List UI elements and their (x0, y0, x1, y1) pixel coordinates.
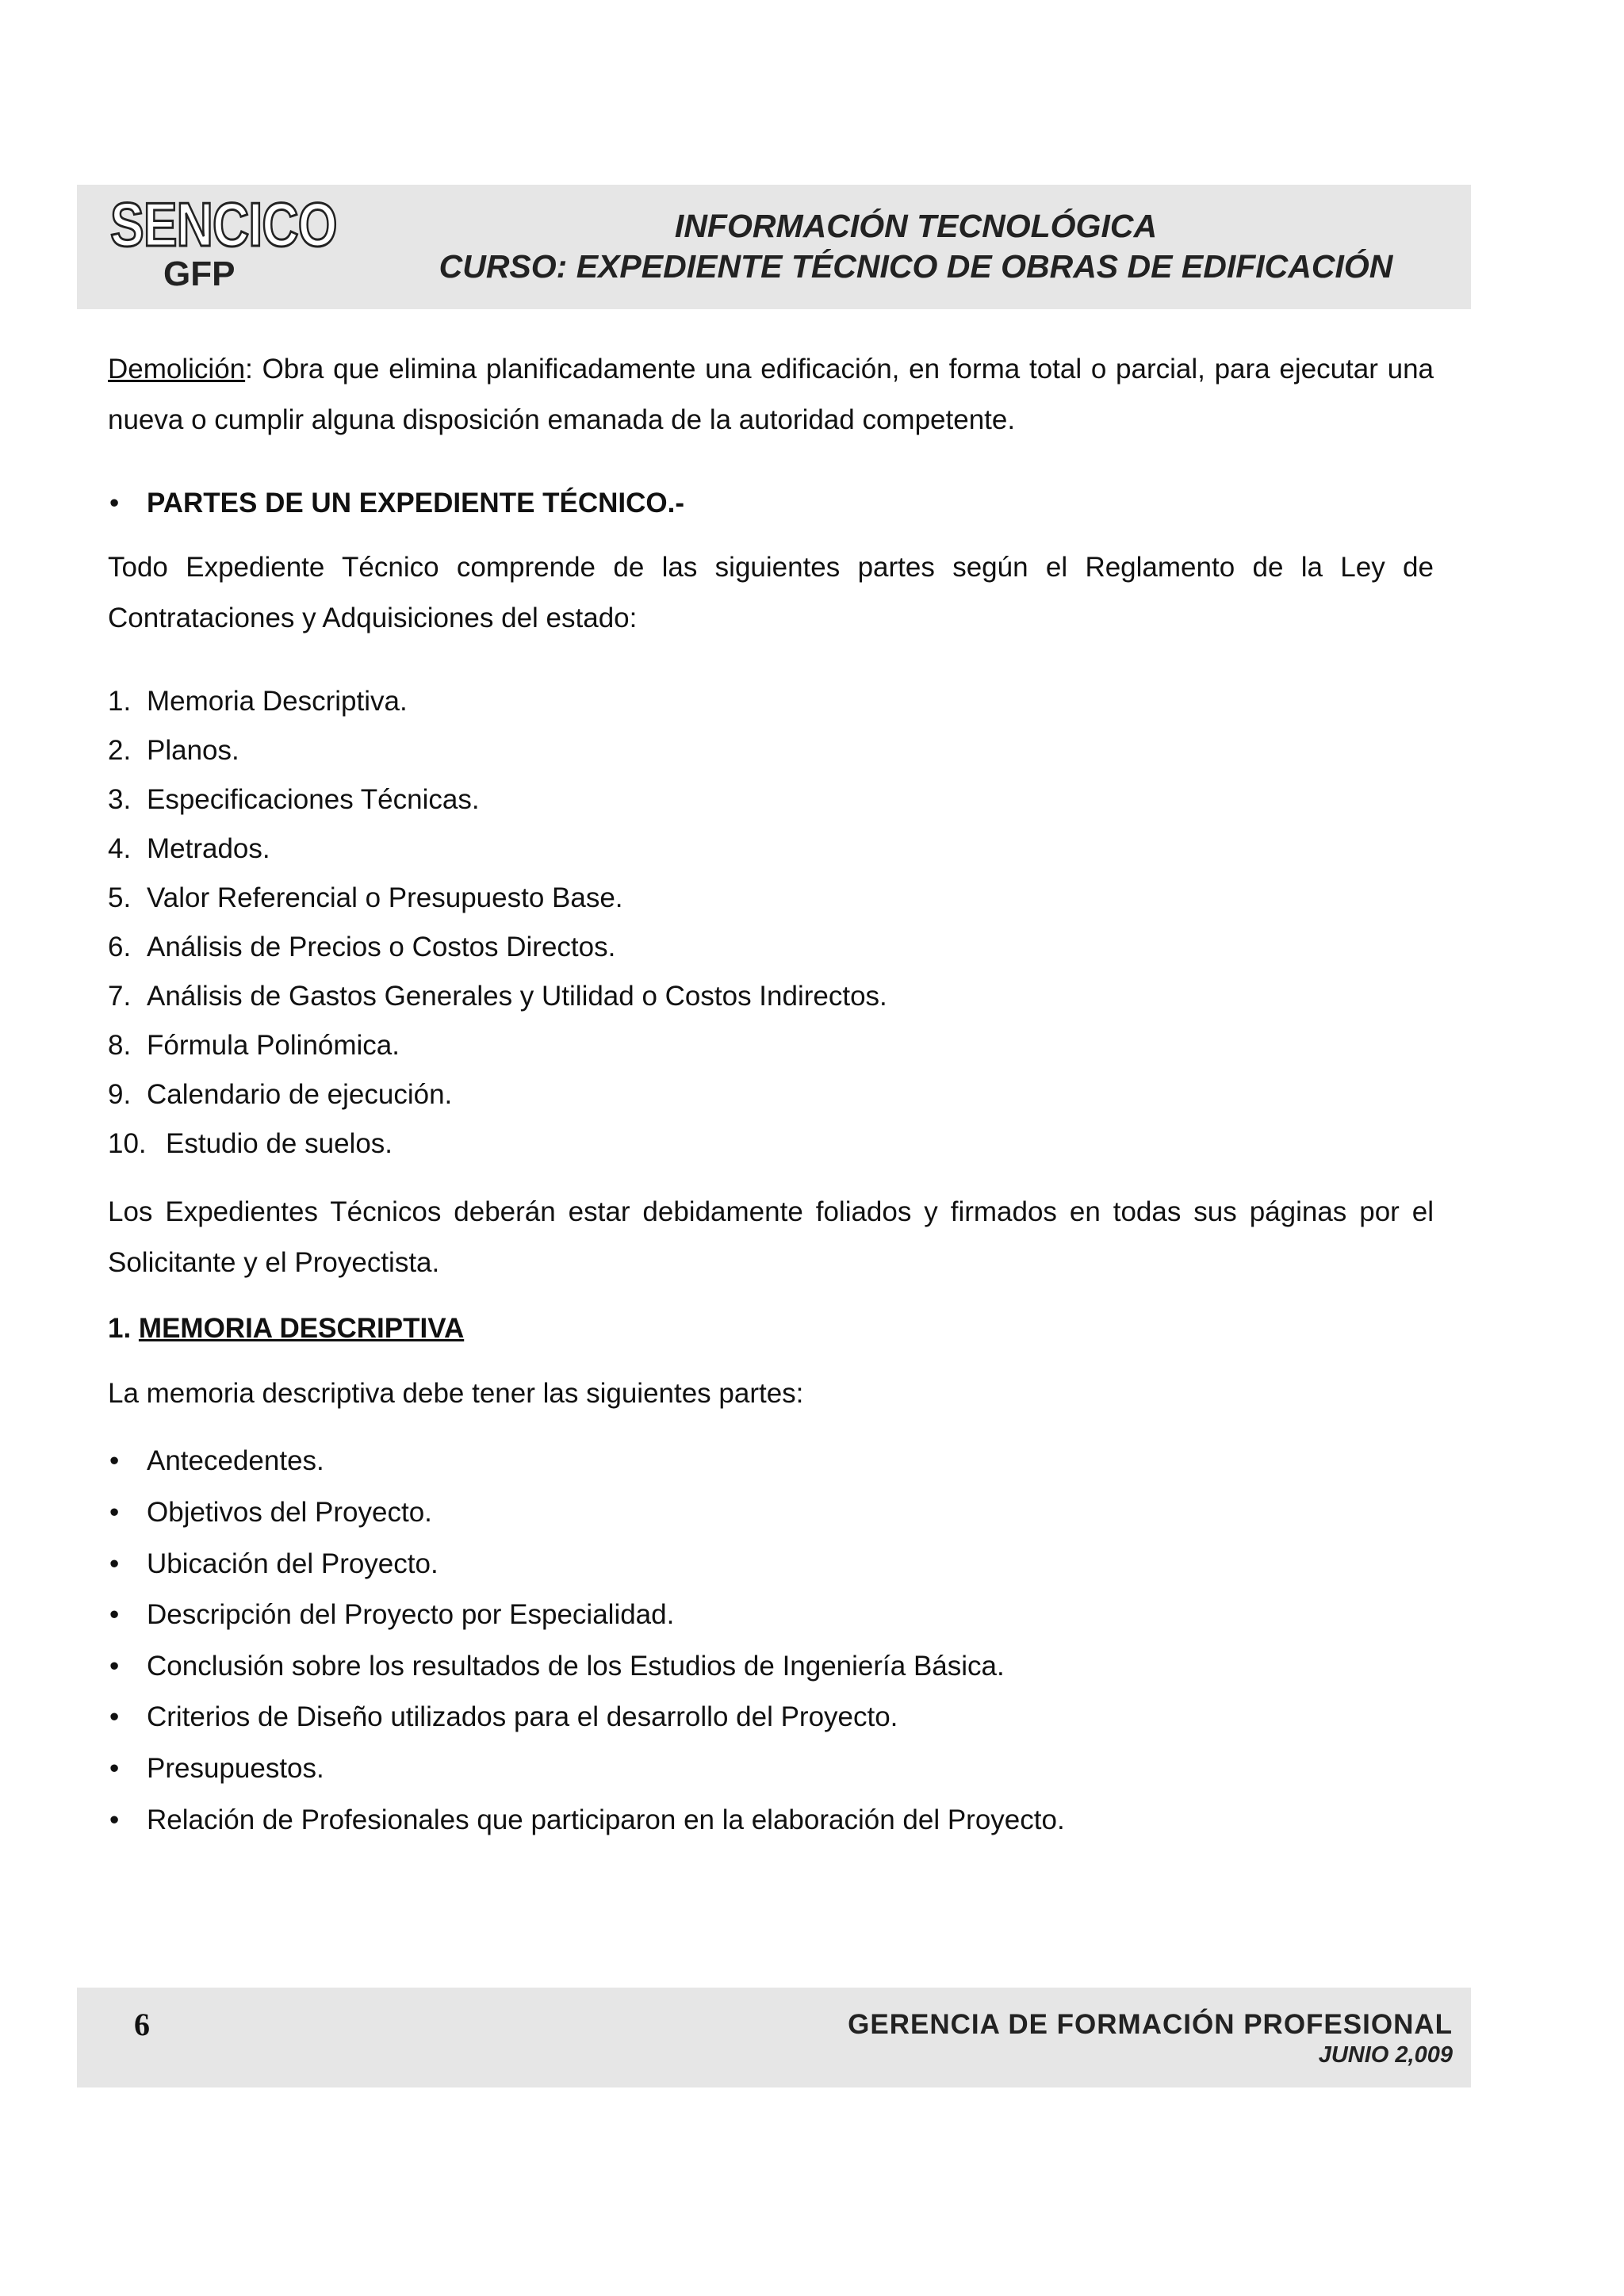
gfp-logo-text: GFP (163, 254, 236, 293)
bullet-icon: • (109, 1651, 120, 1682)
list-item: Antecedentes. (147, 1445, 324, 1476)
bullet-icon: • (109, 1497, 120, 1528)
page-number: 6 (134, 2007, 150, 2042)
list-item: Criterios de Diseño utilizados para el desarrollo del Proyecto. (147, 1701, 898, 1732)
bullet-icon: • (109, 1753, 120, 1784)
partes-closing-paragraph: Los Expedientes Técnicos deberán estar debidamente foliados y firmados en todas sus páginas por el Solicitante y el Proyectista. (108, 1196, 1434, 1278)
list-item: Relación de Profesionales que participaron en la elaboración del Proyecto. (147, 1804, 1065, 1835)
memoria-intro: La memoria descriptiva debe tener las siguientes partes: (108, 1378, 804, 1409)
list-item: Presupuestos. (147, 1753, 324, 1784)
footer-date: JUNIO 2,009 (1318, 2042, 1453, 2068)
demolicion-paragraph (108, 344, 1434, 446)
list-item: Ubicación del Proyecto. (147, 1548, 439, 1579)
demolicion-definition: : Obra que elimina planificadamente una edificación, en forma total o parcial, para ejecutar una nueva o cumplir alguna disposición emanada de la autoridad competente. (108, 354, 1434, 435)
demolicion-term: Demolición (108, 354, 246, 385)
section-heading-partes: PARTES DE UN EXPEDIENTE TÉCNICO.- (147, 488, 685, 519)
course-title: CURSO: EXPEDIENTE TÉCNICO DE OBRAS DE EDIFICACIÓN (439, 248, 1393, 285)
footer-title: GERENCIA DE FORMACIÓN PROFESIONAL (848, 2009, 1453, 2040)
bullet-icon: • (109, 1701, 120, 1732)
sencico-logo: SENCICO (110, 189, 337, 259)
list-item: 2. Planos. (108, 735, 239, 766)
list-item: Conclusión sobre los resultados de los Estudios de Ingeniería Básica. (147, 1651, 1005, 1682)
list-item: 5. Valor Referencial o Presupuesto Base. (108, 882, 623, 913)
bullet-icon: • (109, 1548, 120, 1579)
bullet-icon: • (109, 488, 120, 519)
list-item: 6. Análisis de Precios o Costos Directos. (108, 932, 616, 962)
list-item: 3. Especificaciones Técnicas. (108, 784, 480, 815)
list-item: 9. Calendario de ejecución. (108, 1079, 453, 1110)
header-title: INFORMACIÓN TECNOLÓGICA (674, 208, 1158, 244)
bullet-icon: • (109, 1804, 120, 1835)
list-item: 4. Metrados. (108, 833, 270, 864)
section-heading-memoria: 1. MEMORIA DESCRIPTIVA (108, 1313, 465, 1344)
partes-intro-paragraph: Todo Expediente Técnico comprende de las siguientes partes según el Reglamento de la Ley de Contrataciones y Adquisiciones del estado: (108, 552, 1434, 633)
list-item: 1. Memoria Descriptiva. (108, 686, 408, 717)
list-item: 7. Análisis de Gastos Generales y Utilidad o Costos Indirectos. (108, 981, 887, 1012)
list-item: Objetivos del Proyecto. (147, 1497, 432, 1528)
list-item: Descripción del Proyecto por Especialidad. (147, 1599, 675, 1630)
list-item: 8. Fórmula Polinómica. (108, 1030, 400, 1061)
bullet-icon: • (109, 1445, 120, 1476)
bullet-icon: • (109, 1599, 120, 1630)
list-item: 10. Estudio de suelos. (108, 1128, 393, 1159)
